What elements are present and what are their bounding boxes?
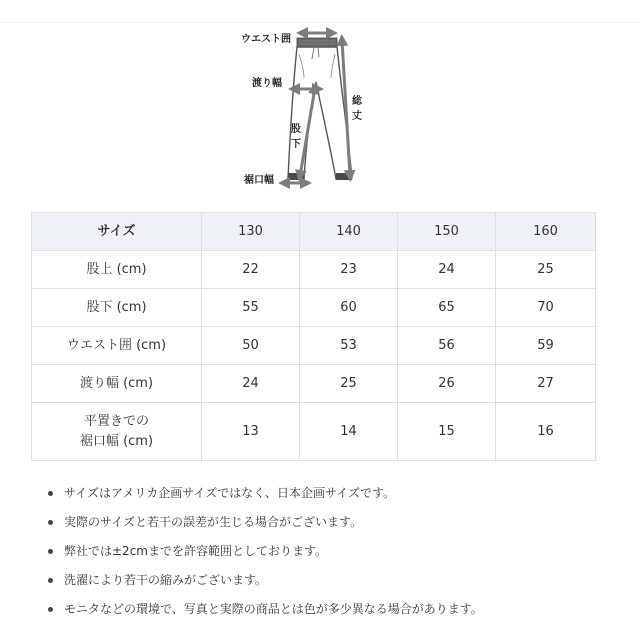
table-cell: 22 xyxy=(202,251,300,289)
note-text: 弊社では±2cmまでを許容範囲としております。 xyxy=(64,544,328,558)
list-item xyxy=(48,483,483,512)
list-item xyxy=(48,599,483,628)
bullet-icon xyxy=(48,491,53,496)
label-inseam-2: 下 xyxy=(291,139,301,150)
table-cell: 56 xyxy=(398,327,496,365)
label-waist: ウエスト囲 xyxy=(241,34,291,45)
row-label: 股上 (cm) xyxy=(32,251,202,289)
table-cell: 13 xyxy=(202,403,300,461)
bullet-icon xyxy=(48,520,53,525)
label-hem: 裾口幅 xyxy=(244,175,274,186)
note-text: 実際のサイズと若干の誤差が生じる場合がございます。 xyxy=(64,515,363,529)
label-inseam-1: 股 xyxy=(291,124,301,135)
table-cell: 24 xyxy=(398,251,496,289)
label-length-1: 総 xyxy=(352,96,362,107)
table-row xyxy=(32,327,596,365)
list-item xyxy=(48,541,483,570)
table-cell: 27 xyxy=(496,365,596,403)
table-cell: 25 xyxy=(496,251,596,289)
label-length-2: 丈 xyxy=(352,111,362,122)
size-column-header: 140 xyxy=(300,213,398,251)
size-column-header: 160 xyxy=(496,213,596,251)
table-cell: 65 xyxy=(398,289,496,327)
table-header-size: サイズ xyxy=(32,213,202,251)
table-cell: 70 xyxy=(496,289,596,327)
note-text: モニタなどの環境で、写真と実際の商品とは色が多少異なる場合があります。 xyxy=(64,602,483,616)
table-cell: 26 xyxy=(398,365,496,403)
table-cell: 15 xyxy=(398,403,496,461)
bullet-icon xyxy=(48,578,53,583)
table-row xyxy=(32,251,596,289)
bullet-icon xyxy=(48,607,53,612)
table-cell: 59 xyxy=(496,327,596,365)
notes-list xyxy=(48,483,483,628)
label-thigh: 渡り幅 xyxy=(252,78,282,89)
table-cell: 23 xyxy=(300,251,398,289)
table-cell: 55 xyxy=(202,289,300,327)
table-cell: 24 xyxy=(202,365,300,403)
table-cell: 25 xyxy=(300,365,398,403)
bullet-icon xyxy=(48,549,53,554)
table-cell: 60 xyxy=(300,289,398,327)
table-cell: 14 xyxy=(300,403,398,461)
table-cell: 53 xyxy=(300,327,398,365)
waistband xyxy=(297,38,337,47)
table-row xyxy=(32,365,596,403)
row-label: ウエスト囲 (cm) xyxy=(32,327,202,365)
note-text: サイズはアメリカ企画サイズではなく、日本企画サイズです。 xyxy=(64,486,396,500)
size-column-header: 150 xyxy=(398,213,496,251)
row-label: 渡り幅 (cm) xyxy=(32,365,202,403)
row-label: 平置きでの 裾口幅 (cm) xyxy=(32,403,202,461)
top-divider xyxy=(0,22,640,23)
size-column-header: 130 xyxy=(202,213,300,251)
pants-illustration xyxy=(238,26,388,191)
table-header-row xyxy=(32,213,596,251)
pants-measurement-diagram xyxy=(238,26,388,191)
size-table xyxy=(31,212,596,461)
table-row xyxy=(32,289,596,327)
row-label: 股下 (cm) xyxy=(32,289,202,327)
table-row xyxy=(32,403,596,461)
list-item xyxy=(48,512,483,541)
table-cell: 50 xyxy=(202,327,300,365)
list-item xyxy=(48,570,483,599)
table-cell: 16 xyxy=(496,403,596,461)
note-text: 洗濯により若干の縮みがございます。 xyxy=(64,573,268,587)
